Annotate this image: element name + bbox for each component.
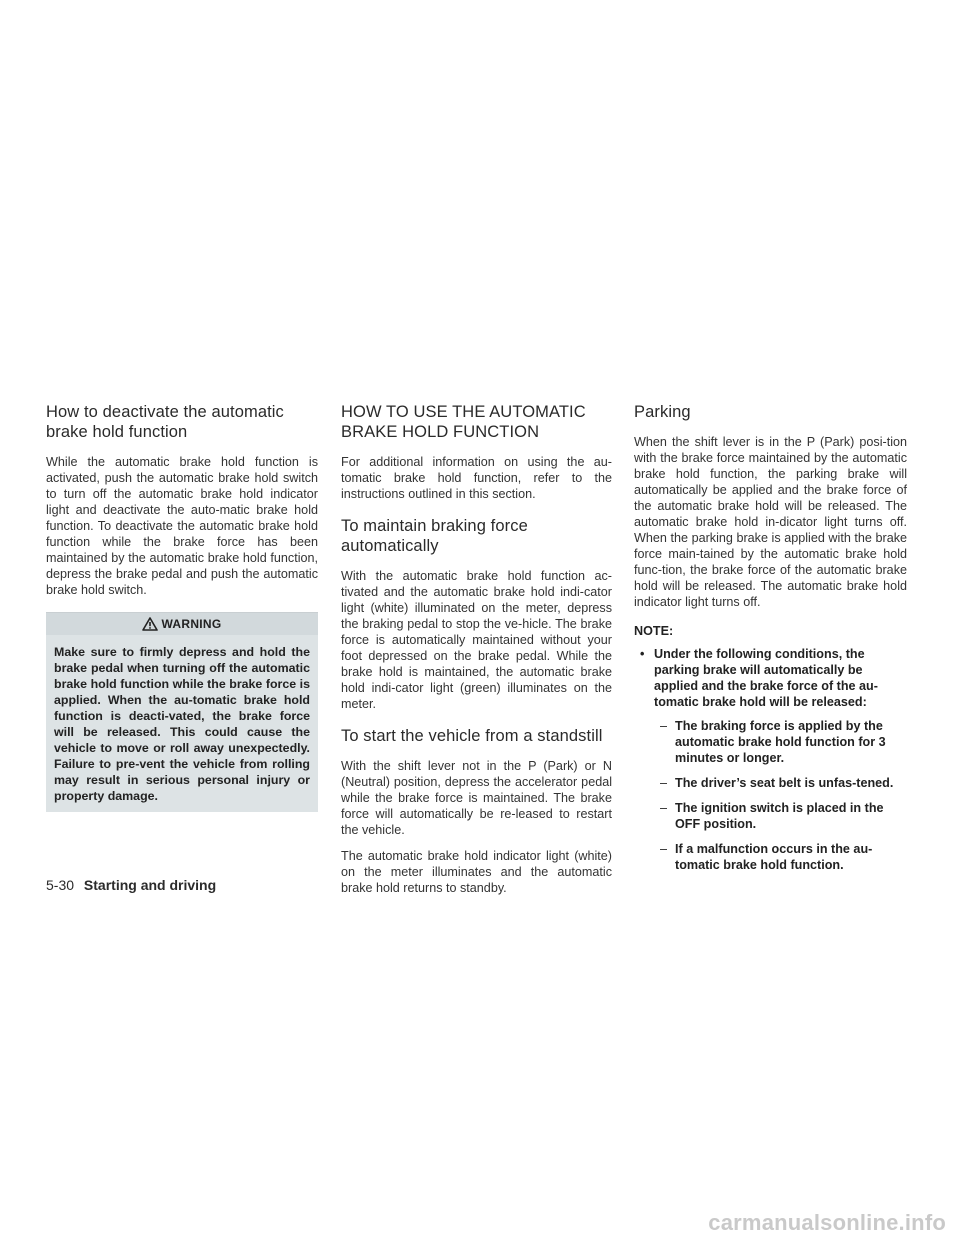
condition-item [654,775,907,791]
warning-header [46,613,318,635]
condition-list [654,718,907,873]
deactivate-paragraph: While the automatic brake hold function is activated, push the automatic brake hold switch to turn off the automatic brake hold indicator light and deactivate the auto-matic brake hold function. To deactivate the automatic brake hold function while the brake force has been maintained by the automatic brake hold function, depress the brake pedal and push the automatic brake hold switch. [46,455,318,597]
dash-icon: – [660,719,668,733]
note-bullet-text: Under the following conditions, the parking brake will automatically be applied and the brake force of the au-tomatic brake hold will be released: [654,647,878,709]
page-number: 5-30 [46,877,75,893]
parking-paragraph: When the shift lever is in the P (Park) posi-tion with the brake force maintained by the automatic brake hold function, the parking brake will automatically be applied and the brake force of the automatic brake hold will be released. The automatic brake hold in-dicator light turns off. When the parking brake is applied with the brake force main-tained by the automatic brake hold func-tion, the brake force of the automatic brake hold will be released. The automatic brake hold indicator light turns off. [634,435,907,609]
chapter-title: Starting and driving [83,877,217,893]
condition-text: The ignition switch is placed in the OFF position. [675,801,884,831]
subheading-maintain-braking: To maintain braking force automatically [341,517,528,555]
dash-icon: – [660,842,668,856]
condition-item [654,841,907,873]
note-bullet-list [634,646,907,873]
section-heading-deactivate: How to deactivate the automatic brake hold function [46,403,284,441]
subheading-start-vehicle: To start the vehicle from a standstill [341,727,603,745]
column-right [634,402,907,882]
section-heading-parking: Parking [634,403,691,421]
page-footer [46,877,216,893]
note-label: NOTE: [634,624,674,638]
maintain-braking-text: With the automatic brake hold function ac-tivated and the automatic brake hold indi-cator light (white) illuminated on the meter, depress the braking pedal to stop the ve-hicle. The brake force is automatically maintained without your foot depressed on the brake pedal. While the brake hold is maintained, the automatic brake hold indi-cator light (green) illuminates on the meter. [341,569,612,711]
condition-text: The braking force is applied by the automatic brake hold function for 3 minutes or longer. [675,719,886,765]
start-vehicle-text-1: With the shift lever not in the P (Park) or N (Neutral) position, depress the accelerator pedal while the brake force is maintained. The brake force will automatically be re-leased to restart the vehicle. [341,759,612,837]
watermark: carmanualsonline.info [708,1210,946,1235]
how-to-use-intro: For additional information on using the au-tomatic brake hold function, refer to the instructions outlined in this section. [341,455,612,501]
start-vehicle-text-2: The automatic brake hold indicator light (white) on the meter illuminates and the automatic brake hold returns to standby. [341,849,612,895]
warning-triangle-icon [142,617,158,631]
condition-text: If a malfunction occurs in the au-tomatic brake hold function. [675,842,873,872]
warning-title: WARNING [161,617,222,631]
condition-text: The driver’s seat belt is unfas-tened. [675,776,894,790]
warning-text: Make sure to firmly depress and hold the brake pedal when turning off the automatic brake hold function while the brake force is applied. When the au-tomatic brake hold function is deacti-vated, the brake force will be released. This could cause the vehicle to move or roll away unexpectedly. Failure to pre-vent the vehicle from rolling may result in serious personal injury or property damage. [54,645,310,803]
column-left [46,402,318,812]
section-heading-how-to-use: HOW TO USE THE AUTOMATIC BRAKE HOLD FUNCTION [341,403,586,441]
bullet-dot-icon: • [640,647,645,661]
condition-item [654,718,907,766]
warning-box [46,612,318,812]
dash-icon: – [660,776,668,790]
condition-item [654,800,907,832]
column-middle [341,402,612,906]
dash-icon: – [660,801,668,815]
note-bullet [634,646,907,873]
